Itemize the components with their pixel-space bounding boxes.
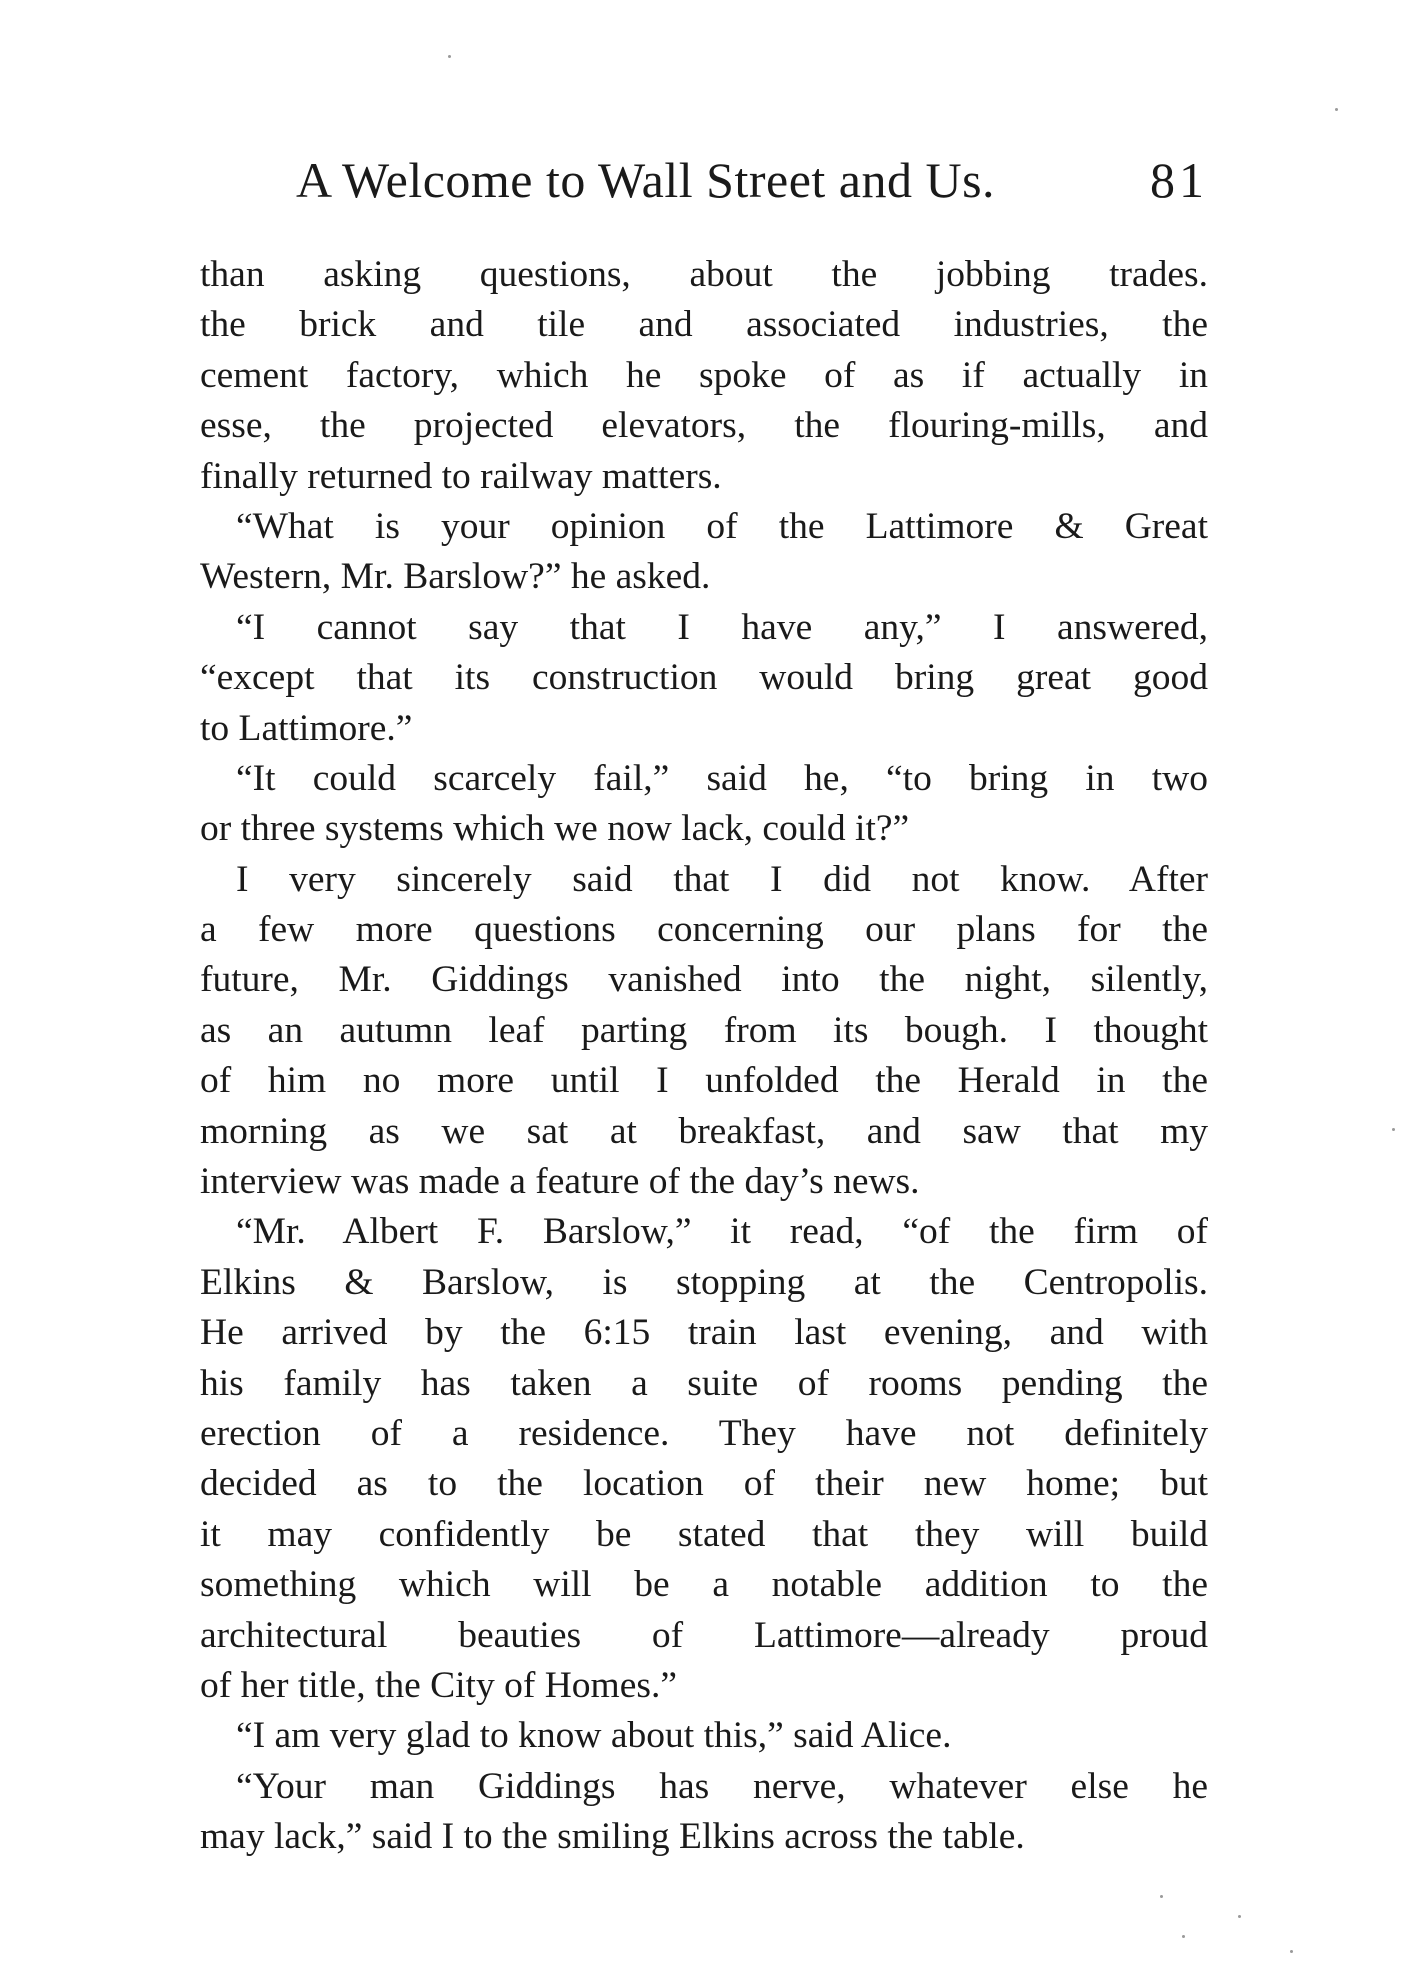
scan-speck: [1290, 1950, 1293, 1953]
text-line: I very sincerely said that I did not know. After: [236, 858, 1208, 900]
scan-speck: [1238, 1915, 1241, 1918]
page-number: 81: [1150, 152, 1208, 208]
body-text: [200, 250, 1208, 1863]
text-line: may lack,” said I to the smiling Elkins across the table.: [200, 1816, 1025, 1858]
scan-speck: [1182, 1935, 1185, 1938]
text-line: “Your man Giddings has nerve, whatever else he: [236, 1765, 1208, 1807]
text-line: future, Mr. Giddings vanished into the night, silently,: [200, 959, 1208, 1001]
paragraph: [200, 250, 1208, 502]
paragraph: [200, 1762, 1208, 1863]
text-line: “What is your opinion of the Lattimore & Great: [236, 505, 1208, 547]
text-line: than asking questions, about the jobbing trades.: [200, 254, 1208, 295]
text-line: cement factory, which he spoke of as if actually in: [200, 354, 1208, 396]
text-line: of her title, the City of Homes.”: [200, 1664, 677, 1706]
text-line: morning as we sat at breakfast, and saw that my: [200, 1110, 1208, 1152]
text-line: “I cannot say that I have any,” I answered,: [236, 606, 1208, 648]
paragraph: [200, 1711, 1208, 1761]
text-line: a few more questions concerning our plans for the: [200, 909, 1208, 951]
scan-speck: [1160, 1895, 1163, 1898]
text-line: to Lattimore.”: [200, 707, 413, 749]
paragraph: [200, 502, 1208, 603]
text-line: Western, Mr. Barslow?” he asked.: [200, 556, 711, 598]
text-line: finally returned to railway matters.: [200, 455, 722, 497]
text-line: “except that its construction would bring great good: [200, 657, 1208, 699]
chapter-title: A Welcome to Wall Street and Us.: [296, 152, 996, 208]
text-line: “I am very glad to know about this,” said Alice.: [236, 1715, 952, 1757]
text-line: his family has taken a suite of rooms pending the: [200, 1362, 1208, 1404]
text-line: something which will be a notable addition to the: [200, 1564, 1208, 1606]
text-line: architectural beauties of Lattimore—already proud: [200, 1614, 1208, 1656]
paragraph: [200, 1207, 1208, 1711]
text-line: “Mr. Albert F. Barslow,” it read, “of the firm of: [236, 1211, 1208, 1253]
scan-speck: [1392, 1128, 1395, 1131]
running-head: [296, 150, 1208, 210]
text-line: decided as to the location of their new home; but: [200, 1463, 1208, 1505]
text-line: as an autumn leaf parting from its bough. I thought: [200, 1009, 1208, 1051]
text-line: interview was made a feature of the day’s news.: [200, 1161, 920, 1203]
text-line: or three systems which we now lack, could it?”: [200, 808, 910, 850]
paragraph: [200, 855, 1208, 1208]
text-line: Elkins & Barslow, is stopping at the Centropolis.: [200, 1261, 1208, 1303]
text-line: esse, the projected elevators, the flouring-mills, and: [200, 405, 1208, 447]
text-line: He arrived by the 6:15 train last evening, and with: [200, 1312, 1208, 1354]
text-line: “It could scarcely fail,” said he, “to bring in two: [236, 757, 1208, 799]
text-line: of him no more until I unfolded the Herald in the: [200, 1060, 1208, 1102]
scan-speck: [1335, 108, 1338, 111]
scan-speck: [448, 55, 451, 58]
paragraph: [200, 754, 1208, 855]
paragraph: [200, 603, 1208, 754]
text-line: erection of a residence. They have not definitely: [200, 1412, 1208, 1454]
text-line: it may confidently be stated that they will build: [200, 1513, 1208, 1555]
text-line: the brick and tile and associated industries, the: [200, 304, 1208, 346]
